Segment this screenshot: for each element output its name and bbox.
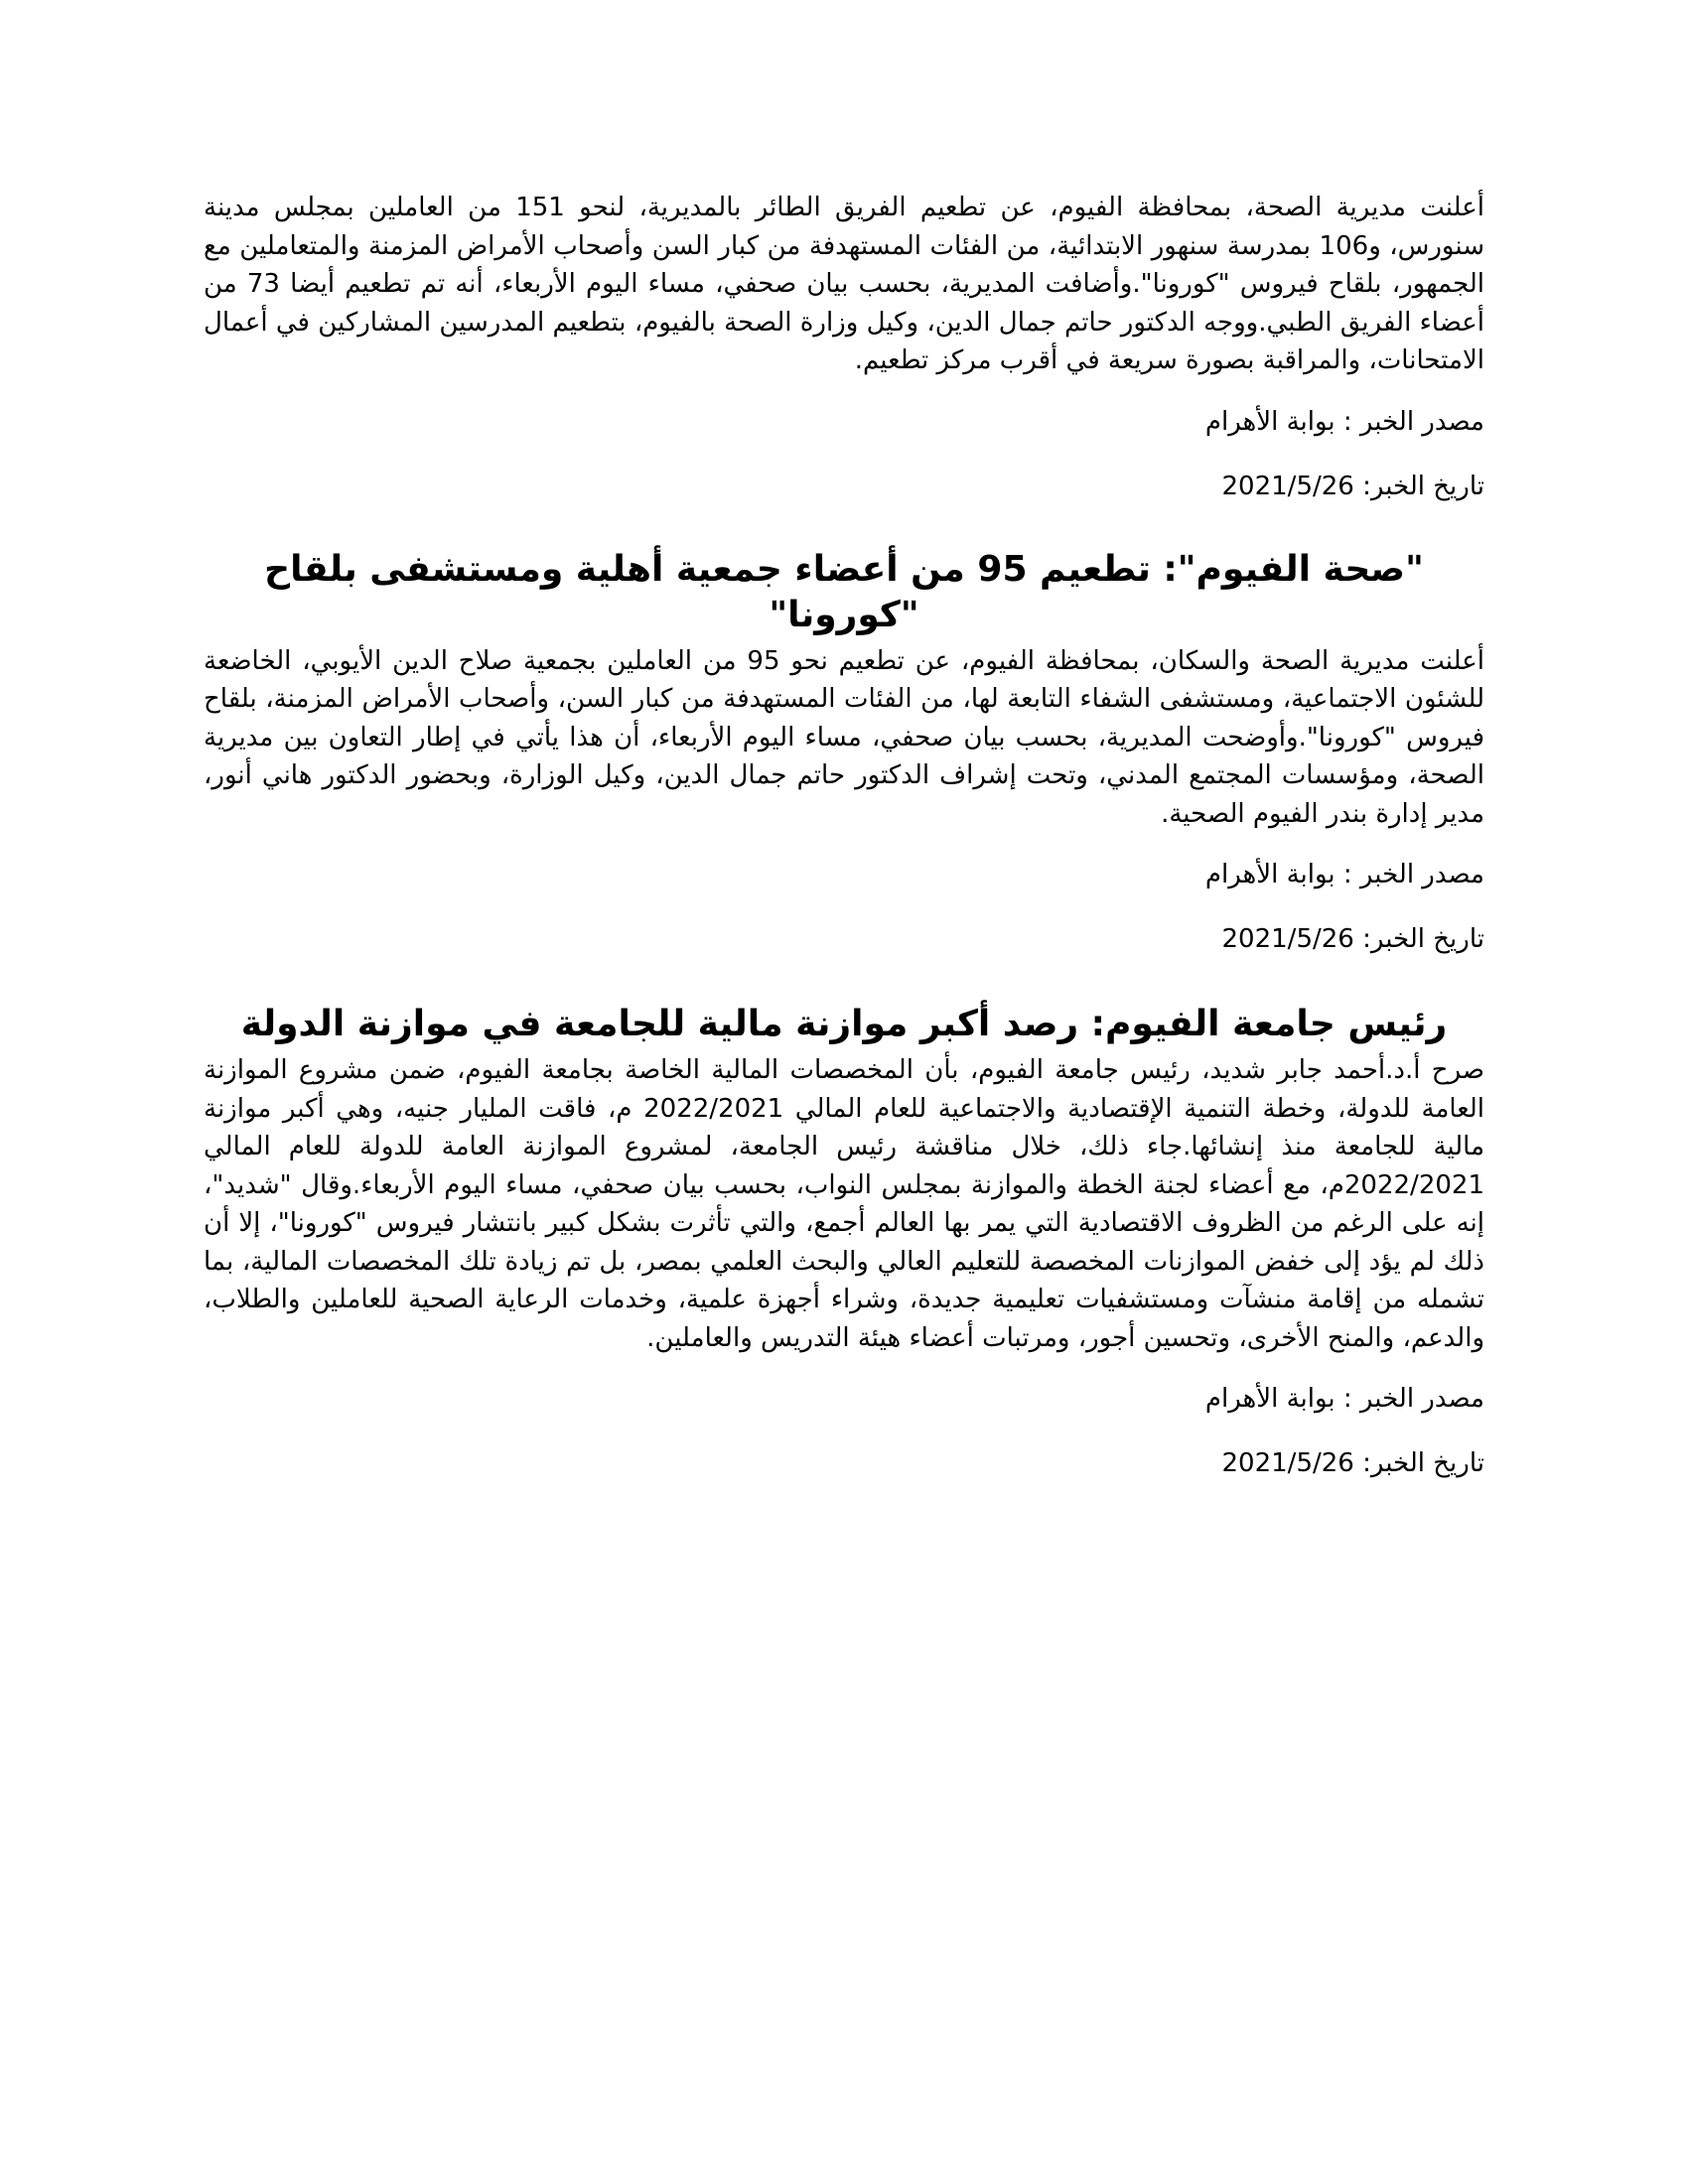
- article-1-body: أعلنت مديرية الصحة، بمحافظة الفيوم، عن تطعيم الفريق الطائر بالمديرية، لنحو 151 من العاملين بمجلس مدينة سنورس، و106 بمدرسة سنهور الابتدائية، من الفئات المستهدفة من كبار السن وأصحاب الأمراض المزمنة والمتعاملين مع الجمهور، بلقاح فيروس "كورونا".وأضافت المديرية، بحسب بيان صحفي، مساء اليوم الأربعاء، أنه تم تطعيم أيضا 73 من أعضاء الفريق الطبي.ووجه الدكتور حاتم جمال الدين، وكيل وزارة الصحة بالفيوم، بتطعيم المدرسين المشاركين في أعمال الامتحانات، والمراقبة بصورة سريعة في أقرب مركز تطعيم.: [204, 193, 1485, 375]
- article-1-source: مصدر الخبر : بوابة الأهرام: [1204, 406, 1484, 437]
- article-3-headline: رئيس جامعة الفيوم: رصد أكبر موازنة مالية للجامعة في موازنة الدولة: [240, 1004, 1448, 1044]
- article-1-date: تاريخ الخبر: 2021/5/26: [1221, 471, 1484, 501]
- news-article-2: [204, 547, 1484, 959]
- article-3-source: مصدر الخبر : بوابة الأهرام: [1204, 1384, 1484, 1414]
- article-2-source: مصدر الخبر : بوابة الأهرام: [1204, 860, 1484, 889]
- news-article-1: [204, 189, 1484, 505]
- article-2-body: أعلنت مديرية الصحة والسكان، بمحافظة الفيوم، عن تطعيم نحو 95 من العاملين بجمعية صلاح الدين الأيوبي، الخاضعة للشئون الاجتماعية، ومستشفى الشفاء التابعة لها، من الفئات المستهدفة من كبار السن، وأصحاب الأمراض المزمنة، بلقاح فيروس "كورونا".وأوضحت المديرية، بحسب بيان صحفي، مساء اليوم الأربعاء، أن هذا يأتي في إطار التعاون بين مديرية الصحة، ومؤسسات المجتمع المدني، وتحت إشراف الدكتور حاتم جمال الدين، وكيل الوزارة، وبحضور الدكتور هاني أنور، مدير إدارة بندر الفيوم الصحية.: [204, 645, 1484, 829]
- news-article-3: [204, 1002, 1484, 1482]
- article-3-date: تاريخ الخبر: 2021/5/26: [1221, 1448, 1484, 1478]
- article-3-body: صرح أ.د.أحمد جابر شديد، رئيس جامعة الفيوم، بأن المخصصات المالية الخاصة بجامعة الفيوم، ضمن مشروع الموازنة العامة للدولة، وخطة التنمية الإقتصادية والاجتماعية للعام المالي 2022/2021 م، فاقت المليار جنيه، وهي أكبر موازنة مالية للجامعة منذ إنشائها.جاء ذلك، خلال مناقشة رئيس الجامعة، لمشروع الموازنة العامة للدولة للعام المالي 2022/2021م، مع أعضاء لجنة الخطة والموازنة بمجلس النواب، بحسب بيان صحفي، مساء اليوم الأربعاء.وقال "شديد"، إنه على الرغم من الظروف الاقتصادية التي يمر بها العالم أجمع، والتي تأثرت بشكل كبير بانتشار فيروس "كورونا"، إلا أن ذلك لم يؤد إلى خفض الموازنات المخصصة للتعليم العالي والبحث العلمي بمصر، بل تم زيادة تلك المخصصات المالية، بما تشمله من إقامة منشآت ومستشفيات تعليمية جديدة، وشراء أجهزة علمية، وخدمات الرعاية الصحية للعاملين والطلاب، والدعم، والمنح الأخرى، وتحسين أجور، ومرتبات أعضاء هيئة التدريس والعاملين.: [204, 1055, 1484, 1353]
- article-2-headline: "صحة الفيوم": تطعيم 95 من أعضاء جمعية أهلية ومستشفى بلقاح "كورونا": [264, 548, 1424, 635]
- article-2-date: تاريخ الخبر: 2021/5/26: [1221, 924, 1484, 954]
- document-page: [204, 189, 1484, 1482]
